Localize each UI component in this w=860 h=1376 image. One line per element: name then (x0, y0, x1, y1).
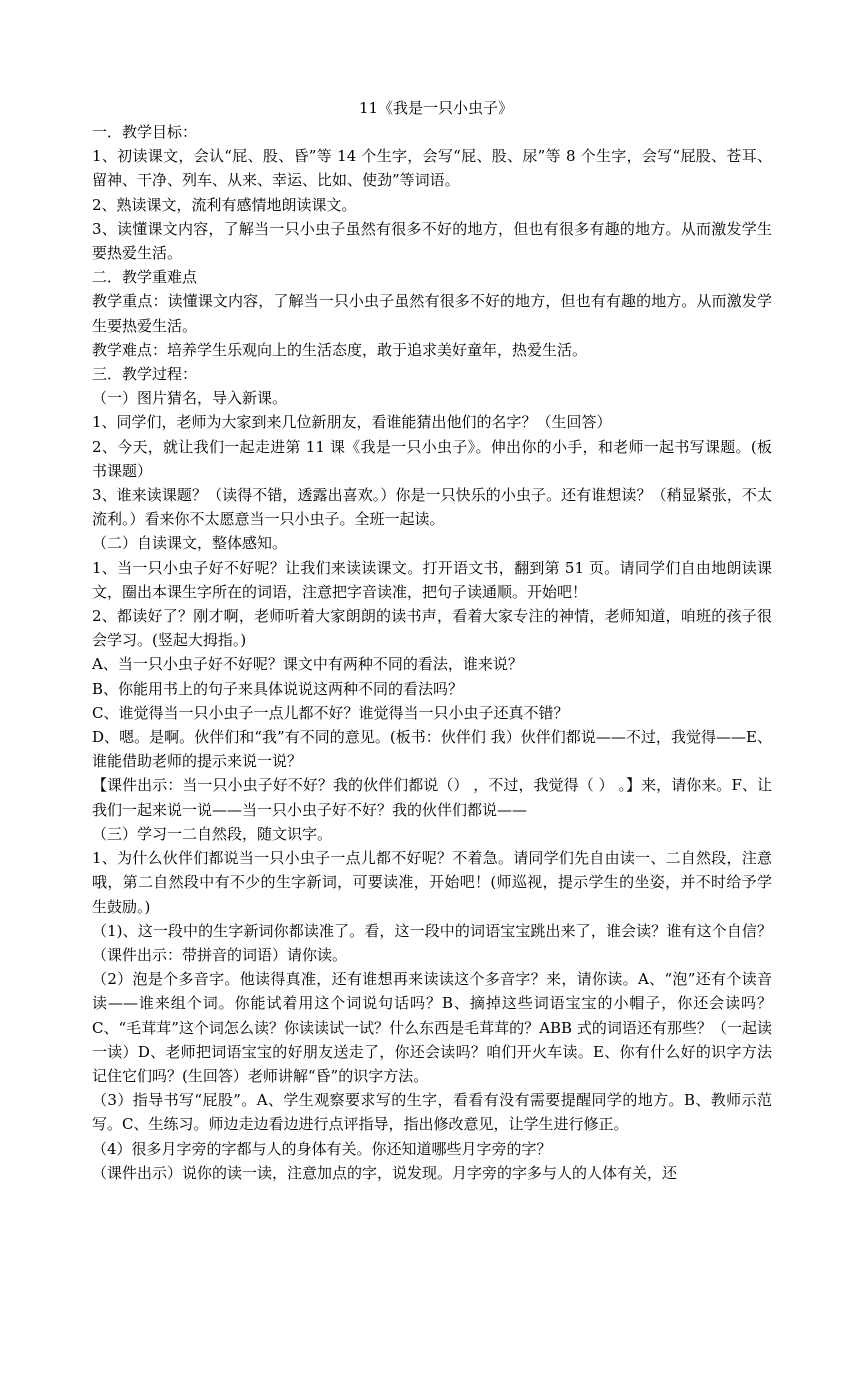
paragraph: B、你能用书上的句子来具体说说这两种不同的看法吗？ (92, 679, 464, 698)
objective-item-3: 3、读懂课文内容，了解当一只小虫子虽然有很多不好的地方，但也有很多有趣的地方。从而激发学生要热爱生活。 (92, 219, 772, 263)
subsection-heading-3: （三）学习一二自然段，随文识字。 (92, 824, 333, 843)
section-heading-objectives: 一．教学目标： (92, 123, 198, 141)
subsection-heading-2: （二）自读课文，整体感知。 (92, 534, 288, 553)
paragraph: 1、当一只小虫子好不好呢？让我们来读读课文。打开语文书，翻到第 51 页。请同学们自由地朗读课文，圈出本课生字所在的词语，注意把字音读准，把句子读通顺。开始吧！ (92, 558, 772, 601)
subsection-heading-1: （一）图片猜名，导入新课。 (92, 389, 288, 408)
paragraph: D、嗯。是啊。伙伴们和“我”有不同的意见。(板书：伙伴们 我）伙伴们都说——不过，我觉得——E、谁能借助老师的提示来说一说？ (92, 728, 772, 771)
paragraph: （1)、这一段中的生字新词你都读准了。看，这一段中的词语宝宝跳出来了，谁会读？谁有这个自信？（课件出示：带拼音的词语）请你读。 (92, 921, 772, 964)
paragraph: （3）指导书写“屁股”。A、学生观察要求写的生字，看看有没有需要提醒同学的地方。B、教师示范写。C、生练习。师边走边看边进行点评指导，指出修改意见，让学生进行修正。 (92, 1091, 772, 1134)
paragraph: 2、都读好了？刚才啊，老师听着大家朗朗的读书声，看着大家专注的神情，老师知道，咱班的孩子很会学习。(竖起大拇指。) (92, 607, 772, 650)
paragraph: 1、为什么伙伴们都说当一只小虫子一点儿都不好呢？不着急。请同学们先自由读一、二自然段，注意哦，第二自然段中有不少的生字新词，可要读准，开始吧！(师巡视，提示学生的坐姿，并不时给予学生鼓励。) (92, 849, 772, 916)
document-page (92, 96, 772, 1185)
difficult-point-paragraph: 教学难点：培养学生乐观向上的生活态度，敢于追求美好童年，热爱生活。 (92, 340, 588, 359)
paragraph: 2、今天，就让我们一起走进第 11 课《我是一只小虫子》。伸出你的小手，和老师一起书写课题。(板书课题） (92, 437, 772, 480)
paragraph: 3、谁来读课题？（读得不错，透露出喜欢。）你是一只快乐的小虫子。还有谁想读？（稍显紧张，不太流利。）看来你不太愿意当一只小虫子。全班一起读。 (92, 486, 772, 529)
objective-item-2: 2、熟读课文，流利有感情地朗读课文。 (92, 195, 357, 214)
section-heading-key-points: 二．教学重难点 (92, 268, 198, 287)
key-point-paragraph: 教学重点：读懂课文内容，了解当一只小虫子虽然有很多不好的地方，但也有有趣的地方。从而激发学生要热爱生活。 (92, 292, 772, 335)
paragraph: C、谁觉得当一只小虫子一点儿都不好？谁觉得当一只小虫子还真不错？ (92, 703, 569, 722)
paragraph: （课件出示）说你的读一读，注意加点的字，说发现。月字旁的字多与人的人体有关，还 (92, 1163, 678, 1182)
paragraph: 【课件出示：当一只小虫子好不好？我的伙伴们都说（） ，不过，我觉得（ ） 。】来，请你来。F、让我们一起来说一说——当一只小虫子好不好？我的伙伴们都说—— (92, 776, 772, 819)
paragraph: （2）泡是个多音字。他读得真准，还有谁想再来读读这个多音字？来，请你读。A、“泡”还有个读音读——谁来组个词。你能试着用这个词说句话吗？B、摘掉这些词语宝宝的小帽子，你还会读吗？C、“毛茸茸”这个词怎么读？你读读试一试？什么东西是毛茸茸的？ABB 式的词语还有那些？（一起读一读）D、老师把词语宝宝的好朋友送走了，你还会读吗？咱们开火车读。E、你有什么好的识字方法记住它们吗？(生回答）老师讲解“昏”的识字方法。 (92, 970, 772, 1085)
document-title: 11《我是一只小虫子》 (358, 99, 514, 117)
paragraph: A、当一只小虫子好不好呢？课文中有两种不同的看法，谁来说？ (92, 655, 523, 674)
paragraph: 1、同学们，老师为大家到来几位新朋友，看谁能猜出他们的名字？（生回答） (92, 413, 612, 432)
paragraph: （4）很多月字旁的字都与人的身体有关。你还知道哪些月字旁的字？ (92, 1139, 552, 1158)
objective-item-1: 1、初读课文，会认“屁、股、昏”等 14 个生字，会写“屁、股、尿”等 8 个生字，会写“屁股、苍耳、留神、干净、列车、从来、幸运、比如、使劲”等词语。 (92, 147, 772, 190)
section-heading-process: 三．教学过程： (92, 365, 198, 384)
